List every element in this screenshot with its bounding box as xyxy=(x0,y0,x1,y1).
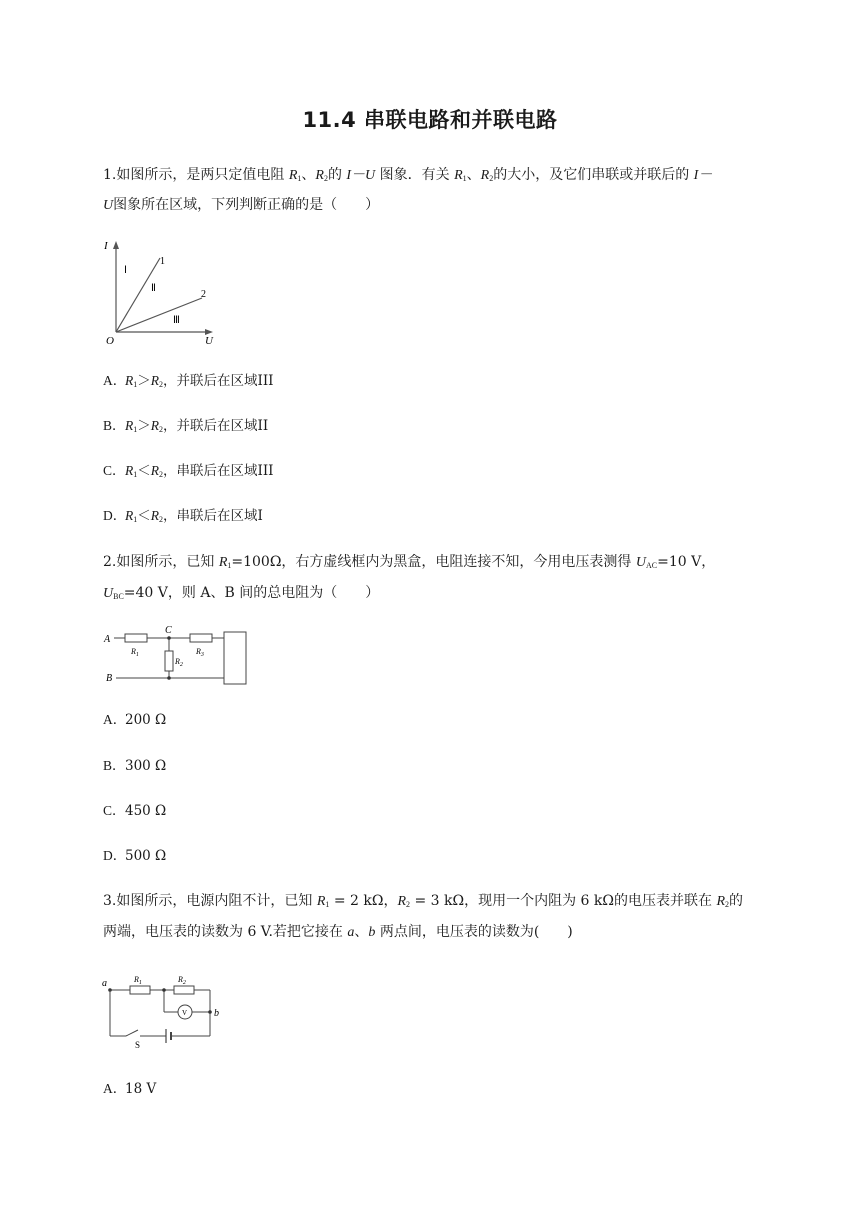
label-r1: $R_1$ xyxy=(134,975,142,986)
q2-text-b: =100Ω，右方虚线框内为黑盒，电阻连接不知，今用电压表测得 xyxy=(231,554,636,570)
q3-text-f: 、 xyxy=(354,924,369,940)
node-a: A xyxy=(104,634,111,645)
graph-label-origin: O xyxy=(106,335,114,347)
node-a: a xyxy=(102,978,107,989)
q3-a: a xyxy=(347,925,355,940)
q2-uac: $U_{AC}$ xyxy=(635,555,658,570)
q1-iu: I－U xyxy=(346,168,376,183)
graph-region-2: Ⅱ xyxy=(151,283,156,294)
q2-option-c[interactable] xyxy=(103,801,166,821)
label-r2: $R_2$ xyxy=(178,975,186,986)
node-b: B xyxy=(106,673,113,684)
q1-text-a: 如图所示，是两只定值电阻 xyxy=(116,167,289,183)
q3-r2: $R_2$ xyxy=(397,894,411,909)
opt-rel: ＜ xyxy=(137,508,151,524)
graph-label-line2: 2 xyxy=(201,289,206,300)
graph-label-line1: 1 xyxy=(160,256,165,267)
q2-option-b[interactable] xyxy=(103,756,166,776)
label-v: V xyxy=(182,1009,188,1017)
option-label: C． xyxy=(103,803,126,818)
q1-option-d[interactable] xyxy=(103,506,263,530)
q1-r2b: $R_2$ xyxy=(480,168,494,183)
q2-text-c: =10 V， xyxy=(657,554,716,570)
q2-option-a[interactable] xyxy=(103,710,166,730)
q3-line2 xyxy=(103,922,573,943)
q1-r1: $R_1$ xyxy=(288,168,302,183)
graph-y-arrow xyxy=(113,241,119,249)
opt-r2: $R_2$ xyxy=(150,373,163,389)
opt-r2: $R_2$ xyxy=(150,463,163,479)
q1-r2: $R_2$ xyxy=(315,168,328,183)
q3-text-b: = 2 kΩ， xyxy=(329,893,398,909)
q1-sep2: 、 xyxy=(466,167,481,183)
option-label: D． xyxy=(103,508,127,523)
option-text: 200 Ω xyxy=(125,712,167,728)
node-b: b xyxy=(214,1008,219,1019)
q1-line1 xyxy=(103,165,712,189)
q2-circuit xyxy=(100,624,252,686)
switch-s xyxy=(126,1030,138,1036)
q3-option-a[interactable] xyxy=(103,1079,156,1099)
opt-rel: ＞ xyxy=(137,373,151,389)
opt-r1: $R_1$ xyxy=(125,373,138,389)
q3-text-g: 两点间，电压表的读数为( ) xyxy=(375,924,573,940)
q1-text-b: 的 xyxy=(327,167,347,183)
graph-line-2 xyxy=(116,298,202,332)
opt-r1: $R_1$ xyxy=(125,508,138,524)
opt-r1: $R_1$ xyxy=(125,463,138,479)
q1-iu-graph xyxy=(100,236,230,348)
opt-r2: $R_2$ xyxy=(150,508,163,524)
option-label: A． xyxy=(103,1081,127,1096)
resistor-r1 xyxy=(125,634,147,642)
graph-label-u: U xyxy=(205,335,213,347)
option-text: ，串联后在区域I xyxy=(163,508,263,524)
option-text: 18 V xyxy=(125,1081,157,1097)
option-text: 500 Ω xyxy=(125,848,167,864)
label-r1: $R_1$ xyxy=(131,647,139,658)
q3-r1: $R_1$ xyxy=(316,894,330,909)
option-label: A． xyxy=(103,373,127,388)
q3-text-e: 两端，电压表的读数为 6 V.若把它接在 xyxy=(103,924,348,940)
q2-ubc: $U_{BC}$ xyxy=(103,586,124,601)
label-r2: $R_2$ xyxy=(175,657,183,668)
q1-text-d: 的大小，及它们串联或并联后的 xyxy=(493,167,694,183)
q2-text-a: 如图所示，已知 xyxy=(116,554,219,570)
opt-rel: ＜ xyxy=(137,463,151,479)
q1-option-a[interactable] xyxy=(103,371,274,395)
q2-number: 2. xyxy=(103,554,117,570)
option-text: ，并联后在区域II xyxy=(163,418,269,434)
q1-r1b: $R_1$ xyxy=(454,168,467,183)
q2-line1 xyxy=(103,552,715,576)
q3-number: 3. xyxy=(103,893,117,909)
q1-line2 xyxy=(103,195,379,216)
q2-option-d[interactable] xyxy=(103,846,166,866)
label-r3: $R_3$ xyxy=(196,647,204,658)
q2-text-d: =40 V，则 A、B 间的总电阻为（ ） xyxy=(123,585,380,601)
q1-option-b[interactable] xyxy=(103,416,268,440)
option-label: C． xyxy=(103,463,126,478)
q1-sep: 、 xyxy=(301,167,316,183)
option-label: B． xyxy=(103,758,126,773)
opt-rel: ＞ xyxy=(137,418,151,434)
option-label: A． xyxy=(103,712,127,727)
graph-region-1: Ⅰ xyxy=(124,265,127,276)
label-s: S xyxy=(135,1040,141,1050)
option-text: ，串联后在区域III xyxy=(163,463,274,479)
option-text: 450 Ω xyxy=(125,803,167,819)
q2-r1: $R_1$ xyxy=(218,555,232,570)
opt-r1: $R_1$ xyxy=(125,418,138,434)
graph-region-3: Ⅲ xyxy=(173,315,180,326)
graph-label-i: I xyxy=(104,240,108,252)
resistor-r3 xyxy=(190,634,212,642)
q1-text-c: 图象．有关 xyxy=(375,167,455,183)
q1-i: I－ xyxy=(693,168,713,183)
graph-line-1 xyxy=(116,258,160,332)
q1-number: 1. xyxy=(103,167,117,183)
q1-u: U xyxy=(103,198,114,213)
q3-text-d: 的 xyxy=(729,893,744,909)
black-box xyxy=(224,632,246,684)
resistor-r1 xyxy=(130,986,150,994)
q1-option-c[interactable] xyxy=(103,461,274,485)
q3-r2b: $R_2$ xyxy=(716,894,730,909)
option-label: D． xyxy=(103,848,127,863)
q2-line2 xyxy=(103,583,379,607)
q3-text-c: = 3 kΩ，现用一个内阻为 6 kΩ的电压表并联在 xyxy=(410,893,717,909)
opt-r2: $R_2$ xyxy=(150,418,163,434)
node-c: C xyxy=(165,625,172,636)
page-title: 11.4 串联电路和并联电路 xyxy=(302,108,558,132)
resistor-r2 xyxy=(174,986,194,994)
option-label: B． xyxy=(103,418,126,433)
option-text: ，并联后在区域III xyxy=(163,373,274,389)
q3-b: b xyxy=(368,925,376,940)
q3-circuit xyxy=(100,968,230,1052)
q3-line1 xyxy=(103,891,743,915)
q1-text-e: 图象所在区域，下列判断正确的是（ ） xyxy=(113,197,380,213)
option-text: 300 Ω xyxy=(125,758,167,774)
q3-text-a: 如图所示，电源内阻不计，已知 xyxy=(116,893,317,909)
resistor-r2 xyxy=(165,651,173,671)
